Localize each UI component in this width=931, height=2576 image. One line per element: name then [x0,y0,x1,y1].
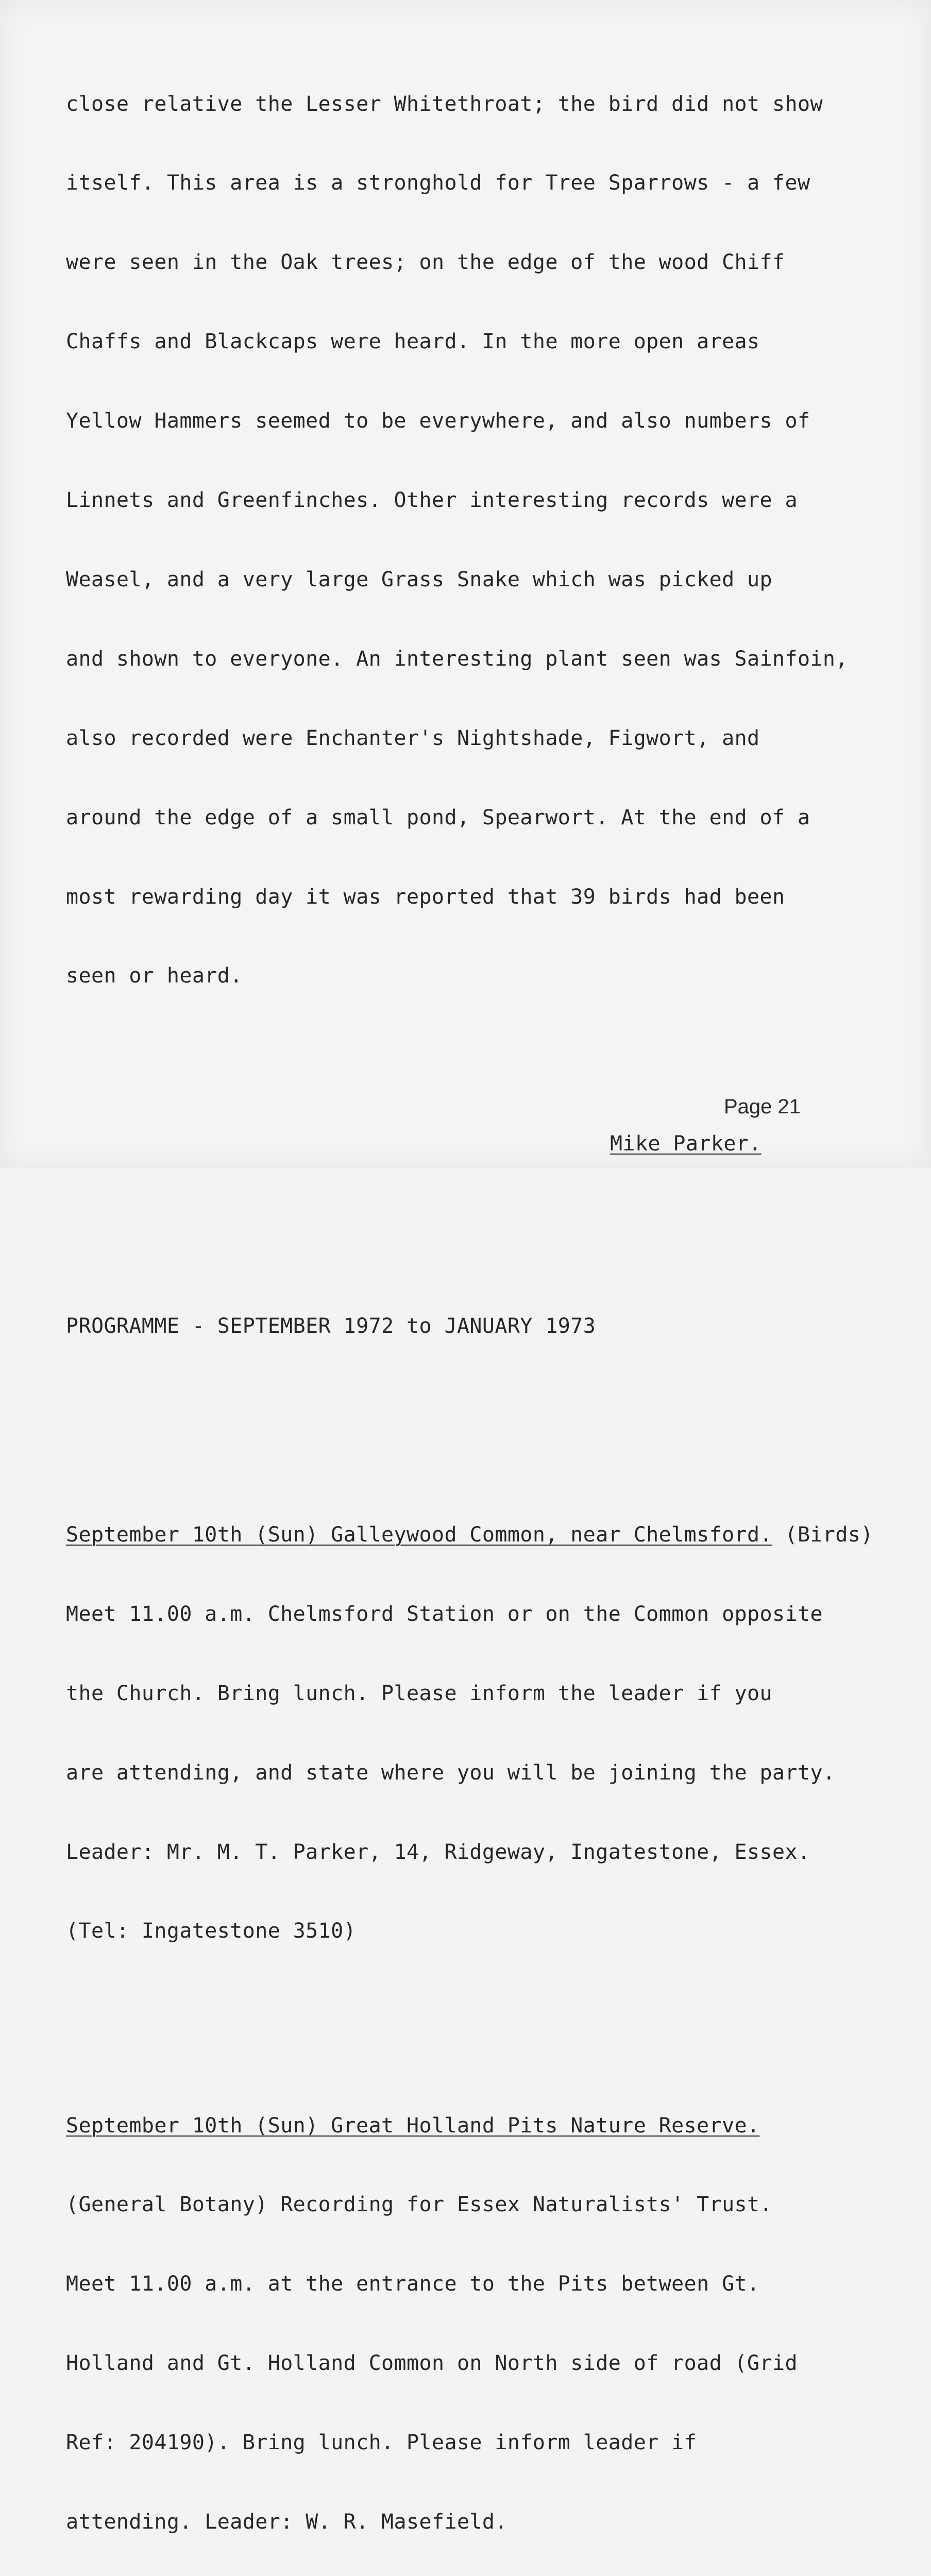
event-line: are attending, and state where you will be joining the party. [66,1760,836,1785]
event-heading-row [66,1522,901,1548]
event-line: Holland and Gt. Holland Common on North side of road (Grid [66,2351,798,2376]
event-heading: September 10th (Sun) Galleywood Common, near Chelmsford. [66,1523,772,1547]
body-line: Weasel, and a very large Grass Snake which was picked up [66,567,772,591]
document-body [66,38,901,2576]
event-line: Ref: 204190). Bring lunch. Please inform leader if [66,2431,697,2455]
event-line: attending. Leader: W. R. Masefield. [66,2510,507,2534]
event-line: the Church. Bring lunch. Please inform the leader if you [66,1681,772,1705]
author-signature: Mike Parker. [610,1132,761,1156]
body-line: Linnets and Greenfinches. Other interesting records were a [66,488,798,513]
event-line: Meet 11.00 a.m. Chelmsford Station or on the Common opposite [66,1602,823,1626]
event-heading-row [66,2113,901,2139]
programme-heading: PROGRAMME - SEPTEMBER 1972 to JANUARY 1973 [66,1314,596,1338]
body-line: around the edge of a small pond, Spearwort. At the end of a [66,805,810,829]
event-heading: September 10th (Sun) Great Holland Pits Nature Reserve. [66,2113,760,2138]
event-line: (Tel: Ingatestone 3510) [66,1919,357,1943]
signature-row [66,1131,901,1157]
body-line: Chaffs and Blackcaps were heard. In the more open areas [66,330,760,354]
body-line: were seen in the Oak trees; on the edge of the wood Chiff [66,250,785,275]
page-number: Page 21 [724,1095,801,1118]
event-line: (General Botany) Recording for Essex Naturalists' Trust. [66,2193,772,2217]
body-line: Yellow Hammers seemed to be everywhere, and also numbers of [66,409,810,433]
body-line: also recorded were Enchanter's Nightshade, Figwort, and [66,726,760,750]
body-line: itself. This area is a stronghold for Tree Sparrows - a few [66,171,810,195]
body-line: close relative the Lesser Whitethroat; the bird did not show [66,92,823,116]
body-line: and shown to everyone. An interesting plant seen was Sainfoin, [66,647,848,671]
event-line: Leader: Mr. M. T. Parker, 14, Ridgeway, Ingatestone, Essex. [66,1840,810,1864]
body-line: most rewarding day it was reported that 39 birds had been [66,885,785,909]
event-heading-tail: (Birds) [772,1523,873,1547]
body-line: seen or heard. [66,964,243,988]
event-line: Meet 11.00 a.m. at the entrance to the Pits between Gt. [66,2272,760,2296]
